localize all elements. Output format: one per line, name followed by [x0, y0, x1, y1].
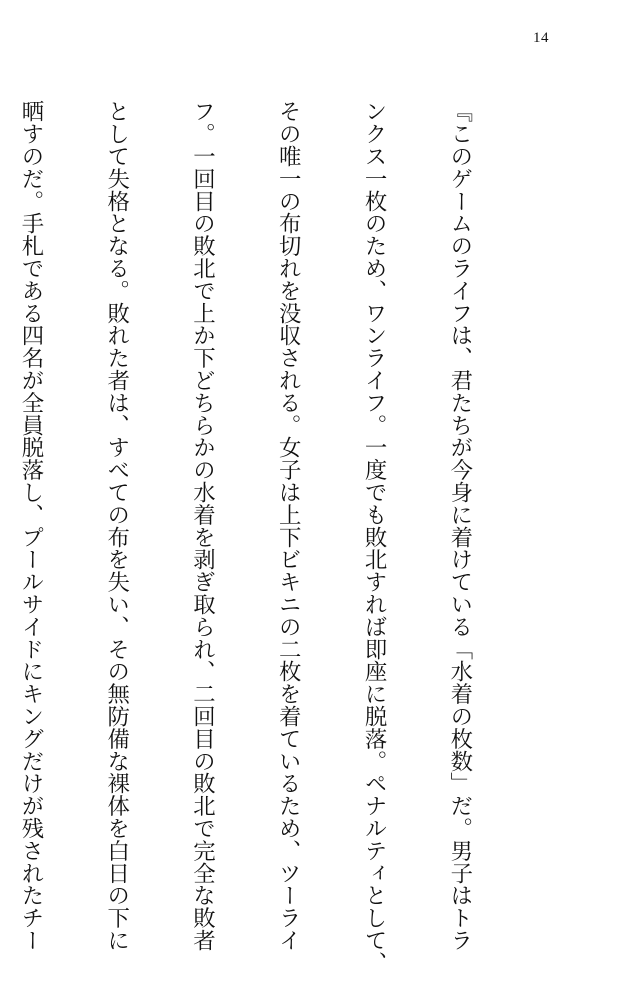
text-line: 晒すのだ。手札である四名が全員脱落し、プールサイドにキングだけが残されたチー: [17, 100, 44, 952]
text-line: フ。一回目の敗北で上か下どちらかの水着を剥ぎ取られ、二回目の敗北で完全な敗者: [189, 100, 216, 952]
text-line: ンクス一枚のため、ワンライフ。一度でも敗北すれば即座に脱落。ペナルティとして、: [361, 100, 388, 974]
vertical-body-text: [0, 100, 531, 974]
text-line: その唯一の布切れを没収される。女子は上下ビキニの二枚を着ているため、ツーライ: [275, 100, 302, 952]
text-line: として失格となる。敗れた者は、すべての布を失い、その無防備な裸体を白日の下に: [103, 100, 130, 952]
text-line: 『このゲームのライフは、君たちが今身に着けている「水着の枚数」だ。男子はトラ: [446, 100, 473, 952]
page-number: 14: [533, 30, 549, 46]
